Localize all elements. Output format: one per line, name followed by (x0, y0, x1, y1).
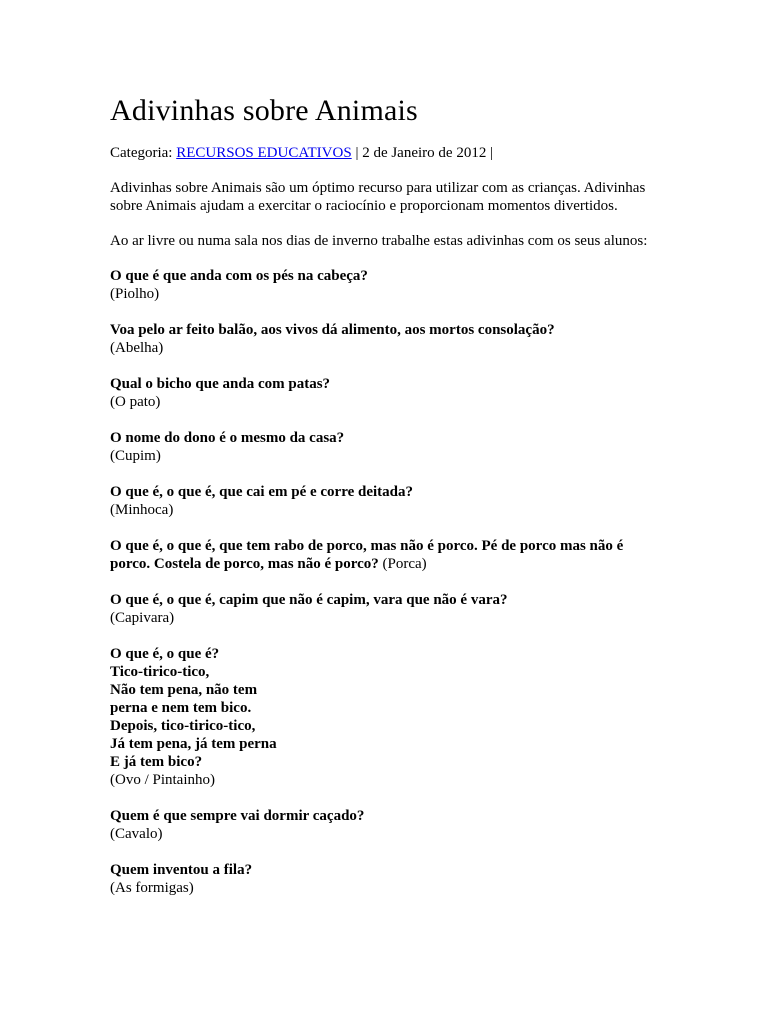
intro-paragraph: Adivinhas sobre Animais são um óptimo recurso para utilizar com as crianças. Adivinhas sobre Animais ajudam a exercitar o raciocínio e proporcionam momentos divertidos. (110, 180, 646, 214)
riddle-question: Quem inventou a fila? (110, 862, 253, 878)
riddle-answer: (O pato) (110, 394, 161, 410)
riddle-question-line: Depois, tico-tirico-tico, (110, 718, 256, 734)
riddle-answer: (Cupim) (110, 448, 161, 464)
riddle-question-line: Tico-tirico-tico, (110, 664, 210, 680)
riddle-answer: (Minhoca) (110, 502, 174, 518)
riddle-item (110, 591, 650, 627)
intro-paragraph: Ao ar livre ou numa sala nos dias de inverno trabalhe estas adivinhas com os seus alunos: (110, 233, 648, 249)
riddle-answer: (As formigas) (110, 880, 194, 896)
riddle-question: O que é, o que é, que cai em pé e corre deitada? (110, 484, 414, 500)
riddle-question: Voa pelo ar feito balão, aos vivos dá alimento, aos mortos consolação? (110, 322, 555, 338)
riddle-item (110, 483, 650, 519)
article-meta (110, 144, 650, 162)
article (110, 93, 650, 915)
riddle-question-line: O que é, o que é? (110, 646, 220, 662)
riddle-item (110, 429, 650, 465)
riddle-question: O nome do dono é o mesmo da casa? (110, 430, 345, 446)
riddle-answer: (Capivara) (110, 610, 175, 626)
riddle-item (110, 321, 650, 357)
riddle-question: O que é que anda com os pés na cabeça? (110, 268, 368, 284)
riddle-answer: (Abelha) (110, 340, 164, 356)
riddle-question-line: perna e nem tem bico. (110, 700, 252, 716)
riddle-answer: (Ovo / Pintainho) (110, 772, 215, 788)
riddle-answer: (Porca) (378, 556, 427, 572)
riddle-question: O que é, o que é, capim que não é capim, vara que não é vara? (110, 592, 508, 608)
category-label: Categoria: (110, 145, 177, 161)
riddle-answer: (Piolho) (110, 286, 160, 302)
riddle-question: Quem é que sempre vai dormir caçado? (110, 808, 365, 824)
riddle-question-line: Já tem pena, já tem perna (110, 736, 277, 752)
category-link[interactable]: RECURSOS EDUCATIVOS (176, 145, 352, 161)
riddle-question: Qual o bicho que anda com patas? (110, 376, 331, 392)
riddle-question: O que é, o que é, que tem rabo de porco, mas não é porco. Pé de porco mas não é porco. Costela de porco, mas não é porco? (110, 538, 624, 572)
riddle-item (110, 375, 650, 411)
riddle-item (110, 645, 650, 789)
publish-date: | 2 de Janeiro de 2012 | (351, 145, 494, 161)
riddle-item (110, 267, 650, 303)
riddle-answer: (Cavalo) (110, 826, 163, 842)
riddle-item (110, 807, 650, 843)
riddle-question-line: Não tem pena, não tem (110, 682, 258, 698)
riddle-question-line: E já tem bico? (110, 754, 203, 770)
riddle-item (110, 861, 650, 897)
riddle-item (110, 537, 650, 573)
page-title: Adivinhas sobre Animais (110, 94, 418, 127)
